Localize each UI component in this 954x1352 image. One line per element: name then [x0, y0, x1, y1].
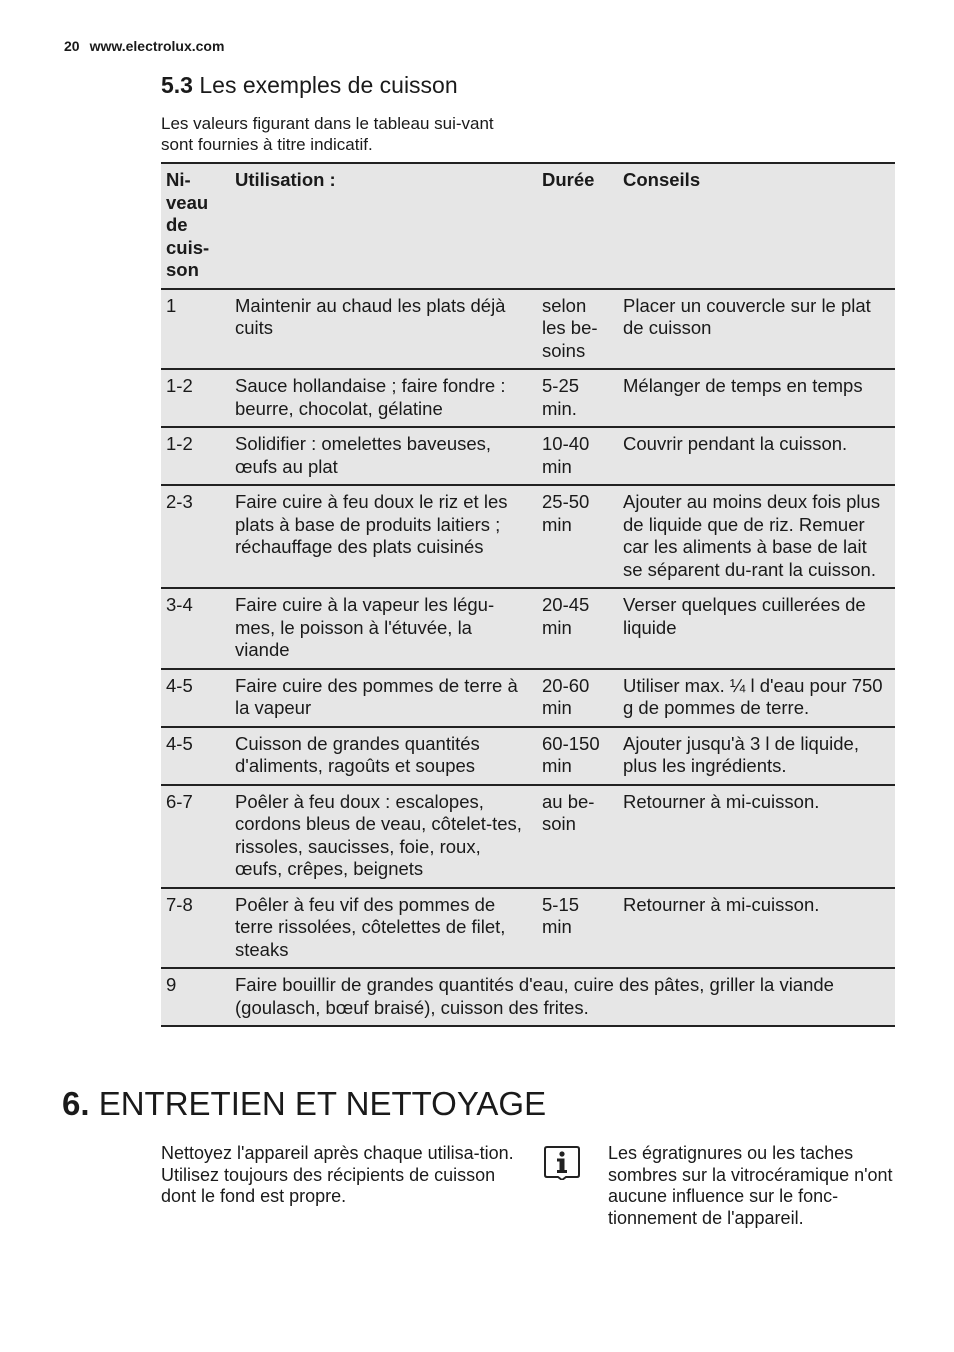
cell-tips: Placer un couvercle sur le plat de cuisson	[623, 294, 871, 338]
maintenance-line: Utilisez toujours des récipients de cuisson dont le fond est propre.	[161, 1164, 496, 1206]
cell-level: 1	[166, 294, 177, 316]
cell-use: Faire cuire à la vapeur les légu-mes, le poisson à l'étuvée, la viande	[235, 594, 495, 660]
cell-use-merged: Faire bouillir de grandes quantités d'eau, cuire des pâtes, griller la viande (goulasch, bœuf braisé), cuisson des frites.	[235, 974, 834, 1018]
table-row	[161, 369, 895, 427]
table-row	[161, 588, 895, 669]
website-link[interactable]: www.electrolux.com	[89, 38, 225, 54]
cell-tips: Couvrir pendant la cuisson.	[623, 433, 848, 454]
maintenance-line: Nettoyez l'appareil après chaque utilisa-tion.	[161, 1143, 514, 1163]
table-row	[161, 427, 895, 485]
cell-duration: 20-60 min	[542, 674, 590, 718]
cell-duration: 20-45 min	[542, 594, 590, 638]
chapter-number: 6.	[62, 1085, 90, 1122]
table-header-row	[161, 163, 895, 289]
table-row	[161, 727, 895, 785]
cell-use: Solidifier : omelettes baveuses, œufs au plat	[235, 433, 492, 477]
cell-duration: 5-25 min.	[542, 375, 580, 419]
cell-level: 1-2	[166, 375, 193, 396]
table-row	[161, 888, 895, 969]
section-number: 5.3	[161, 72, 193, 98]
info-icon	[544, 1146, 580, 1180]
cell-use: Cuisson de grandes quantités d'aliments, ragoûts et soupes	[235, 732, 480, 776]
cell-level: 2-3	[166, 491, 193, 512]
col-header-use: Utilisation :	[235, 169, 336, 190]
cell-duration: 25-50 min	[542, 491, 590, 535]
table-row	[161, 785, 895, 888]
info-note: Les égratignures ou les taches sombres sur la vitrocéramique n'ont aucune influence sur le fonc-tionnement de l'appareil.	[608, 1143, 893, 1228]
cell-level: 6-7	[166, 790, 193, 812]
table-row	[161, 289, 895, 370]
cell-tips: Utiliser max. ¼ l d'eau pour 750 g de pommes de terre.	[623, 674, 883, 718]
cell-use: Sauce hollandaise ; faire fondre : beurre, chocolat, gélatine	[235, 375, 506, 419]
section-title-text: Les exemples de cuisson	[199, 72, 458, 98]
cell-use: Poêler à feu doux : escalopes, cordons bleus de veau, côtelet-tes, rissoles, saucisses, foie, roux, œufs, crêpes, beignets	[235, 790, 522, 879]
cell-use: Faire cuire à feu doux le riz et les plats à base de produits laitiers ; réchauffage des plats cuisinés	[235, 491, 508, 557]
cell-level: 1-2	[166, 433, 193, 454]
cell-tips: Ajouter au moins deux fois plus de liquide que de riz. Remuer car les aliments à base de lait se séparent du-rant la cuisson.	[623, 491, 881, 580]
cell-duration: 5-15 min	[542, 893, 580, 937]
cell-tips: Ajouter jusqu'à 3 l de liquide, plus les ingrédients.	[623, 732, 859, 776]
cell-use: Faire cuire des pommes de terre à la vapeur	[235, 674, 518, 718]
chapter-title	[62, 1085, 546, 1123]
col-header-tips: Conseils	[623, 169, 701, 190]
cell-level: 4-5	[166, 732, 193, 754]
chapter-title-text: ENTRETIEN ET NETTOYAGE	[98, 1085, 547, 1122]
cell-duration: selon les be-soins	[542, 294, 598, 361]
cell-tips: Retourner à mi-cuisson.	[623, 790, 820, 812]
col-header-duration: Durée	[542, 169, 595, 190]
cell-use: Poêler à feu vif des pommes de terre rissolées, côtelettes de filet, steaks	[235, 893, 506, 960]
table-row	[161, 669, 895, 727]
cell-level: 4-5	[166, 674, 193, 696]
cell-duration: 10-40 min	[542, 433, 590, 477]
cell-tips: Verser quelques cuillerées de liquide	[623, 594, 866, 638]
page-header	[64, 38, 224, 54]
cell-level: 3-4	[166, 594, 193, 615]
col-header-level: Ni-veau de cuis-son	[166, 169, 210, 280]
cooking-table	[161, 162, 895, 1027]
cell-level: 7-8	[166, 893, 193, 915]
cell-use: Maintenir au chaud les plats déjà cuits	[235, 294, 506, 338]
cell-tips: Retourner à mi-cuisson.	[623, 893, 820, 915]
cell-duration: 60-150 min	[542, 732, 600, 776]
section-title	[161, 72, 458, 99]
table-row	[161, 968, 895, 1026]
section-intro: Les valeurs figurant dans le tableau sui-vant sont fournies à titre indicatif.	[161, 114, 494, 154]
cell-level: 9	[166, 974, 177, 995]
cell-tips: Mélanger de temps en temps	[623, 375, 863, 396]
page-number: 20	[64, 38, 80, 54]
table-row	[161, 485, 895, 588]
cell-duration: au be-soin	[542, 790, 595, 834]
maintenance-text	[161, 1143, 521, 1208]
table-body	[161, 289, 895, 1027]
